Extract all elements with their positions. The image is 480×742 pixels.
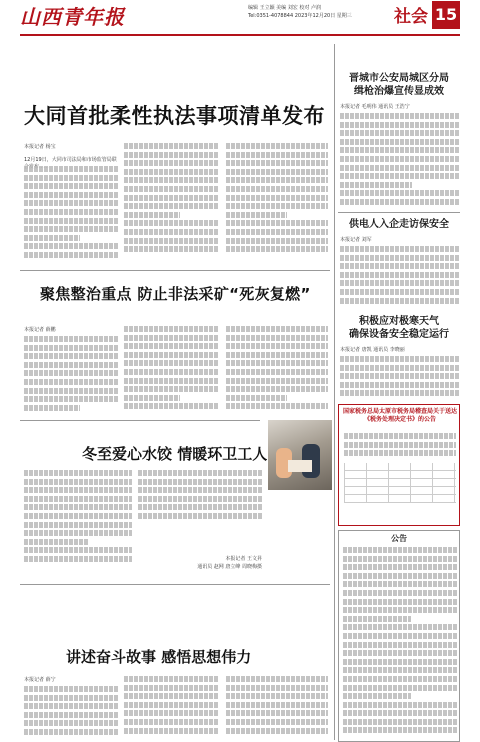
text-line (340, 130, 460, 136)
text-line (24, 487, 132, 493)
text-line (138, 479, 262, 485)
mining-headline: 聚焦整治重点 防止非法采矿“死灰复燃” (40, 285, 311, 303)
text-line (343, 685, 457, 691)
text-line (226, 343, 328, 349)
announcement-title: 公告 (391, 534, 407, 543)
text-line (124, 203, 218, 209)
text-line (226, 246, 328, 252)
winter-col2 (138, 470, 262, 530)
column-rule (334, 44, 335, 740)
text-line (340, 199, 460, 205)
text-line (226, 693, 328, 699)
text-line (226, 710, 328, 716)
text-line (343, 693, 411, 699)
text-line (226, 395, 287, 401)
announcement-body (343, 547, 457, 739)
heating-byline: 本报记者 刘军 (340, 237, 372, 243)
text-line (124, 238, 218, 244)
text-line (343, 710, 457, 716)
text-line (124, 378, 218, 384)
text-line (24, 720, 118, 726)
story-byline: 本报记者 薛宁 (24, 677, 56, 683)
text-line (24, 252, 118, 258)
text-line (340, 122, 460, 128)
main-article-col3 (226, 143, 328, 262)
text-line (24, 522, 132, 528)
text-line (24, 712, 118, 718)
text-line (24, 695, 118, 701)
masthead (0, 0, 480, 46)
text-line (24, 470, 132, 476)
text-line (226, 220, 328, 226)
text-line (138, 496, 262, 502)
text-line (124, 693, 218, 699)
divider (20, 420, 260, 421)
text-line (24, 729, 118, 735)
divider (20, 584, 330, 585)
text-line (343, 556, 457, 562)
editor-line: 编辑 王立颖 美编 刘宏 校对 卢润 (248, 5, 321, 11)
text-line (24, 243, 118, 249)
divider (20, 270, 330, 271)
text-line (343, 659, 457, 665)
text-line (24, 388, 118, 394)
main-article-col1 (24, 166, 118, 262)
text-line (340, 289, 460, 295)
text-line (343, 616, 411, 622)
cold-body (340, 356, 460, 400)
text-line (226, 177, 328, 183)
main-headline: 大同首批柔性执法事项清单发布 (24, 104, 325, 128)
text-line (343, 573, 457, 579)
text-line (226, 728, 328, 734)
text-line (24, 556, 132, 562)
text-line (226, 160, 328, 166)
text-line (344, 433, 456, 439)
text-line (24, 686, 118, 692)
text-line (24, 530, 132, 536)
text-line (343, 599, 457, 605)
mining-byline: 本报记者 薛鹏 (24, 327, 56, 333)
section-label: 社会 (394, 7, 428, 27)
text-line (340, 280, 460, 286)
text-line (124, 352, 218, 358)
text-line (226, 195, 328, 201)
police-byline: 本报记者 毛明伟 通讯员 王浩宁 (340, 104, 410, 110)
text-line (340, 173, 460, 179)
text-line (344, 450, 456, 456)
text-line (226, 403, 328, 409)
text-line (24, 192, 118, 198)
text-line (24, 336, 118, 342)
text-line (226, 186, 328, 192)
text-line (226, 685, 328, 691)
notice-body (344, 433, 456, 461)
text-line (343, 676, 457, 682)
text-line (343, 650, 457, 656)
text-line (124, 152, 218, 158)
text-line (124, 229, 218, 235)
date-line: Tel:0351-4078844 2023年12月20日 星期三 (248, 13, 352, 19)
story-col1 (24, 686, 118, 738)
text-line (24, 396, 118, 402)
text-line (343, 607, 457, 613)
announcement (338, 530, 460, 742)
story-headline: 讲述奋斗故事 感悟思想伟力 (66, 648, 252, 666)
text-line (340, 190, 460, 196)
text-line (340, 255, 460, 261)
notice-table (344, 463, 456, 503)
mining-col3 (226, 326, 328, 414)
text-line (343, 547, 457, 553)
text-line (340, 156, 460, 162)
text-line (124, 335, 218, 341)
text-line (138, 513, 262, 519)
text-line (24, 175, 118, 181)
text-line (226, 203, 328, 209)
text-line (226, 702, 328, 708)
text-line (226, 360, 328, 366)
text-line (340, 365, 460, 371)
text-line (343, 624, 457, 630)
text-line (24, 379, 118, 385)
story-col3 (226, 676, 328, 738)
mining-col1 (24, 336, 118, 414)
winter-col1 (24, 470, 132, 566)
text-line (343, 633, 457, 639)
text-line (24, 209, 118, 215)
text-line (24, 504, 132, 510)
text-line (226, 378, 328, 384)
text-line (226, 152, 328, 158)
text-line (343, 564, 457, 570)
masthead-meta (248, 4, 388, 20)
text-line (124, 702, 218, 708)
winter-photo-credit: 本报记者 王文昇 通讯员 赵网 唐立峰 周晓梅摄 (197, 556, 262, 570)
photo-dumpling-box (288, 460, 312, 472)
text-line (343, 702, 457, 708)
text-line (24, 547, 132, 553)
page-number: 15 (432, 1, 460, 29)
text-line (124, 403, 218, 409)
winter-headline: 冬至爱心水饺 情暖环卫工人 (82, 445, 268, 463)
text-line (124, 143, 218, 149)
text-line (226, 352, 328, 358)
text-line (340, 139, 460, 145)
divider (338, 212, 460, 213)
text-line (24, 353, 118, 359)
text-line (124, 728, 218, 734)
text-line (24, 513, 132, 519)
text-line (138, 487, 262, 493)
text-line (124, 685, 218, 691)
heating-body (340, 246, 460, 308)
text-line (24, 166, 118, 172)
story-col2 (124, 676, 218, 738)
text-line (340, 246, 460, 252)
text-line (138, 504, 262, 510)
text-line (24, 235, 80, 241)
text-line (24, 703, 118, 709)
text-line (340, 147, 460, 153)
text-line (340, 113, 460, 119)
text-line (124, 220, 218, 226)
text-line (340, 263, 460, 269)
winter-photo (268, 420, 332, 490)
text-line (124, 386, 218, 392)
text-line (124, 395, 180, 401)
text-line (124, 212, 180, 218)
text-line (226, 719, 328, 725)
text-line (124, 360, 218, 366)
text-line (340, 382, 460, 388)
police-headline: 晋城市公安局城区分局 缉枪治爆宣传显成效 (349, 73, 449, 97)
text-line (340, 298, 460, 304)
masthead-rule (20, 34, 460, 36)
text-line (24, 405, 80, 411)
text-line (226, 238, 328, 244)
text-line (24, 200, 118, 206)
text-line (124, 160, 218, 166)
text-line (340, 182, 412, 188)
text-line (124, 343, 218, 349)
tax-notice (338, 404, 460, 526)
text-line (24, 218, 118, 224)
text-line (124, 195, 218, 201)
text-line (24, 539, 89, 545)
text-line (124, 246, 218, 252)
text-line (24, 362, 118, 368)
text-line (343, 719, 457, 725)
text-line (226, 143, 328, 149)
text-line (340, 356, 460, 362)
mining-col2 (124, 326, 218, 414)
main-first-line: 12月19日，大同市司法局和市场监管局联 (24, 157, 117, 163)
text-line (226, 676, 328, 682)
text-line (124, 719, 218, 725)
newspaper-logo: 山西青年报 (20, 5, 125, 29)
text-line (343, 581, 457, 587)
text-line (24, 345, 118, 351)
text-line (340, 390, 460, 396)
text-line (226, 369, 328, 375)
text-line (340, 272, 460, 278)
text-line (124, 186, 218, 192)
text-line (343, 642, 457, 648)
text-line (344, 442, 456, 448)
text-line (24, 183, 118, 189)
text-line (124, 369, 218, 375)
text-line (24, 226, 118, 232)
text-line (226, 326, 328, 332)
text-line (124, 710, 218, 716)
main-byline: 本报记者 杨宝 (24, 144, 56, 150)
main-article-col2 (124, 143, 218, 262)
text-line (340, 373, 460, 379)
text-line (343, 727, 457, 733)
text-line (226, 335, 328, 341)
text-line (124, 177, 218, 183)
cold-byline: 本报记者 唐凯 通讯员 李晓丽 (340, 347, 405, 353)
text-line (226, 386, 328, 392)
text-line (226, 169, 328, 175)
text-line (343, 590, 457, 596)
text-line (138, 470, 262, 476)
text-line (24, 479, 132, 485)
text-line (343, 667, 457, 673)
police-body (340, 113, 460, 209)
text-line (124, 676, 218, 682)
text-line (24, 496, 132, 502)
text-line (124, 169, 218, 175)
notice-title: 国家税务总局太原市税务局稽查局关于送达《税务处理决定书》的公告 (343, 408, 458, 423)
cold-headline: 积极应对极寒天气 确保设备安全稳定运行 (349, 316, 449, 340)
heating-headline: 供电人入企走访保安全 (349, 219, 449, 230)
text-line (124, 326, 218, 332)
text-line (24, 370, 118, 376)
text-line (340, 165, 460, 171)
text-line (226, 229, 328, 235)
text-line (226, 212, 287, 218)
